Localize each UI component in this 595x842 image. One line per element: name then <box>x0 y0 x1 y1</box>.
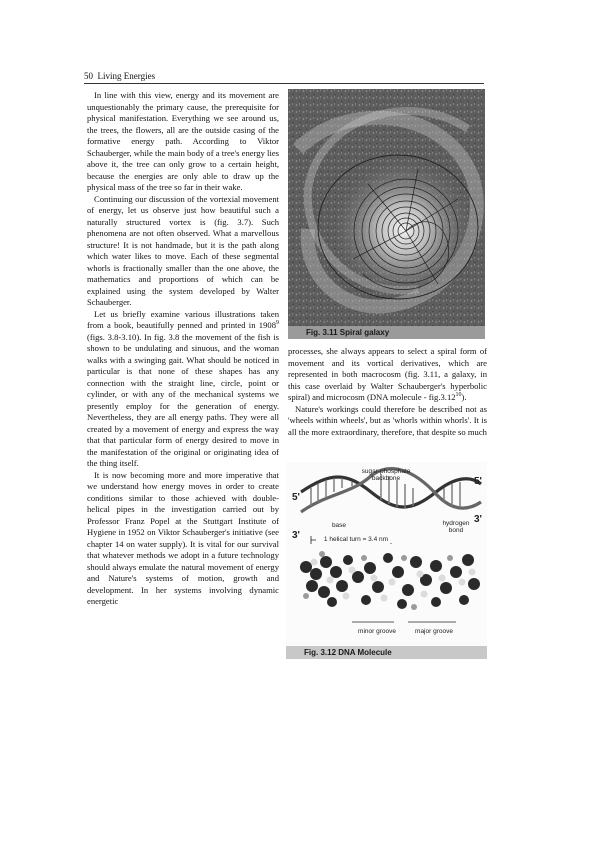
left-text-column <box>87 90 279 670</box>
running-title: Living Energies <box>97 71 156 81</box>
dna-molecule-figure <box>286 462 487 659</box>
strand-end-label: 5' <box>474 476 482 487</box>
paragraph: Continuing our discussion of the vortexial movement of energy, let us observe just how beautiful such a naturally structured vortex is (fig. 3.7). Such phenomena are not often observed. What a marvellous structure! It is not handmade, but it is the path along which water likes to move. Each of these segmental whorls is fractionally smaller than the one above, the mathematics and proportions of which can be explained using the system developed by Walter Schauberger. <box>87 193 279 307</box>
footnote-ref: 10 <box>455 392 462 399</box>
strand-end-label: 3' <box>474 514 482 525</box>
text-span: processes, she always appears to select a spiral form of movement and its vortical derivatives, which are represented in both macrocosm (fig. 3.11, a galaxy, in this case overlaid by Walter Schauberger's hyperbolic spiral) and microcosm (DNA molecule - fig.3.12 <box>288 346 487 402</box>
major-groove-label: major groove <box>415 628 453 635</box>
strand-end-label: 5' <box>292 492 300 503</box>
text-span: (figs. 3.8-3.10). In fig. 3.8 the movement of the fish is shown to be undulating and sinuous, and the woman walks with a swinging gait. What should be noticed in particular is that none of these shapes has any connection with the straight line, circle, point or cylinder, or with any of the mechanical systems we presently employ for the generation of energy. Nevertheless, they are all energy paths. They were all created by a movement of energy and express the way that that particular form of energy desired to move in the manifestation of the original or originating idea of the thing itself. <box>87 331 279 468</box>
right-text-column <box>288 346 487 461</box>
paragraph: In line with this view, energy and its movement are unquestionably the primary cause, the prerequisite for physical manifestation. Everything we see around us, the trees, the flowers, all are the outside casing of the formative energy path. According to Viktor Schauberger, while the main body of a tree's energy lies above it, the tree can only grow to a certain height, because the energies are only able to draw up the physical mass of the tree so far in their wake. <box>87 90 279 192</box>
paragraph <box>288 346 487 404</box>
text-span: Let us briefly examine various illustrations taken from a book, beautifully penned and printed in 1908 <box>87 308 279 330</box>
figure-caption: Fig. 3.11 Spiral galaxy <box>288 326 485 339</box>
paragraph <box>87 309 279 470</box>
paragraph: It is now becoming more and more imperative that we understand how energy moves in order to create conditions similar to those achieved with double-helical pipes in the investigation carried out by Professor Franz Popel at the Stuttgart Institute of Hygiene in 1952 on Viktor Schauberger's initiative (see chapter 14 on water supply). It is vital for our survival that whatever methods we adopt in a future technology should always emulate the natural movement of energy and Nature's systems of motion, growth and development. In her systems involving dynamic energetic <box>87 469 279 606</box>
spiral-galaxy-figure <box>288 89 485 339</box>
strand-end-label: 3' <box>292 530 300 541</box>
figure-caption: Fig. 3.12 DNA Molecule <box>286 646 487 659</box>
page-number: 50 <box>84 71 93 81</box>
footnote-ref: 9 <box>276 320 279 327</box>
dna-diagram <box>286 462 487 646</box>
running-header <box>84 71 484 84</box>
helical-turn-label: 1 helical turn = 3.4 nm <box>316 536 396 543</box>
text-span: ). <box>461 392 467 402</box>
spiral-galaxy-image <box>288 89 485 326</box>
paragraph: Nature's workings could therefore be described not as 'wheels within wheels', but as 'whorls within whorls'. It is all the more extraordinary, therefore, that despite so much <box>288 403 487 437</box>
hydrogen-bond-label: hydrogen bond <box>442 520 470 534</box>
minor-groove-label: minor groove <box>358 628 396 635</box>
sugar-phosphate-label: sugar-phosphate backbone <box>361 468 411 482</box>
base-label: base <box>331 522 347 529</box>
